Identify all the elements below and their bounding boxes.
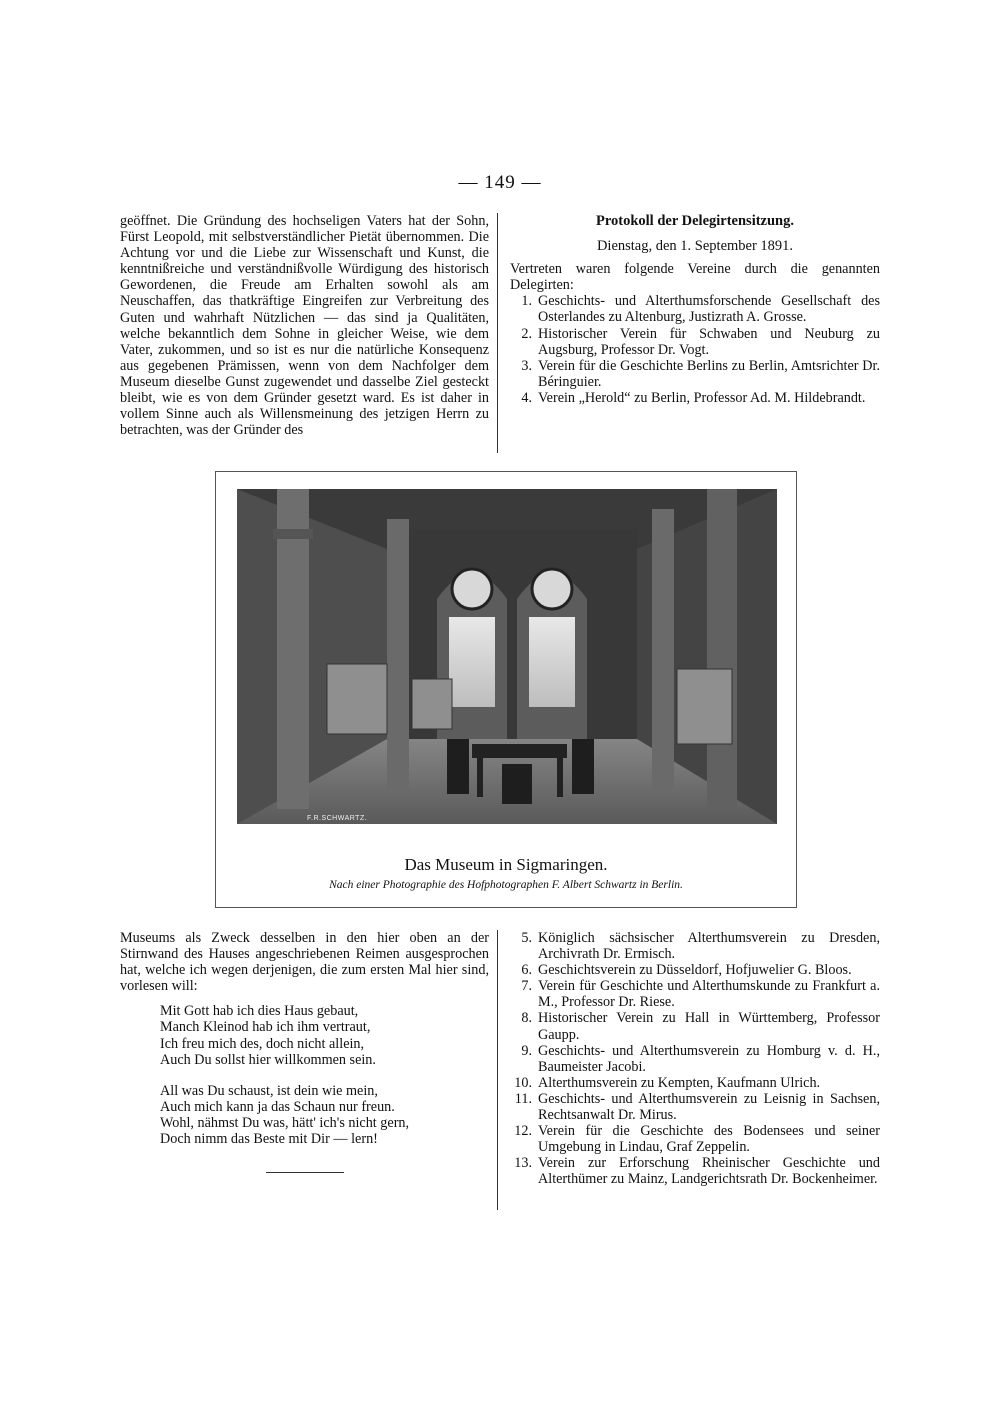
delegate-list-top	[510, 293, 880, 406]
delegate-text: Historischer Verein für Schwaben und Neuburg zu Augsburg, Professor Dr. Vogt.	[538, 325, 880, 358]
delegate-item	[510, 390, 880, 406]
delegate-item	[510, 962, 880, 978]
delegate-number: 9.	[521, 1042, 532, 1059]
delegate-item	[510, 930, 880, 962]
delegate-text: Verein für Geschichte und Alterthumskunde zu Frankfurt a. M., Professor Dr. Riese.	[538, 978, 880, 1011]
delegate-text: Geschichts- und Alterthumsforschende Gesellschaft des Osterlandes zu Altenburg, Justizrath A. Grosse.	[538, 293, 880, 326]
poem-line: Auch mich kann ja das Schaun nur freun.	[160, 1098, 395, 1115]
closing-rule	[266, 1172, 344, 1173]
column-divider-bottom	[497, 930, 498, 1210]
figure-credit: Nach einer Photographie des Hofphotographen F. Albert Schwartz in Berlin.	[329, 879, 683, 891]
left-column-top	[120, 213, 489, 438]
delegate-number: 11.	[514, 1090, 532, 1107]
delegate-item	[510, 293, 880, 325]
museum-interior-illustration	[237, 489, 777, 824]
protocol-date: Dienstag, den 1. September 1891.	[596, 238, 794, 255]
delegate-number: 1.	[521, 293, 532, 310]
delegate-item	[510, 1091, 880, 1123]
delegate-text: Historischer Verein zu Hall in Württemberg, Professor Gaupp.	[538, 1010, 880, 1043]
museum-photograph	[237, 489, 777, 824]
delegate-number: 6.	[521, 962, 532, 979]
poem-line: Auch Du sollst hier willkommen sein.	[160, 1051, 376, 1068]
delegate-number: 2.	[521, 325, 532, 342]
left-column-bottom	[120, 930, 489, 1162]
delegate-item	[510, 1075, 880, 1091]
delegate-item	[510, 326, 880, 358]
delegate-item	[510, 1155, 880, 1187]
engraver-signature: F.R.SCHWARTZ.	[307, 815, 368, 822]
delegate-number: 10.	[514, 1074, 532, 1091]
delegate-number: 13.	[514, 1155, 532, 1172]
delegate-text: Geschichts- und Alterthumsverein zu Homburg v. d. H., Baumeister Jacobi.	[538, 1042, 880, 1075]
poem-line: Mit Gott hab ich dies Haus gebaut,	[160, 1003, 359, 1020]
delegate-item	[510, 358, 880, 390]
delegate-item	[510, 1123, 880, 1155]
poem-line: Doch nimm das Beste mit Dir — lern!	[160, 1131, 378, 1148]
page-number: — 149 —	[458, 172, 542, 193]
poem-line: Wohl, nähmst Du was, hätt' ich's nicht gern,	[160, 1114, 410, 1131]
protocol-heading: Protokoll der Delegirtensitzung.	[595, 213, 794, 229]
poem-line: All was Du schaust, ist dein wie mein,	[160, 1082, 378, 1099]
delegate-item	[510, 1010, 880, 1042]
delegate-text: Verein zur Erforschung Rheinischer Geschichte und Alterthümer zu Mainz, Landgerichtsrath Dr. Bockenheimer.	[538, 1155, 880, 1188]
protocol-intro: Vertreten waren folgende Vereine durch die genannten Delegirten:	[510, 261, 880, 294]
delegate-number: 3.	[521, 357, 532, 374]
delegate-text: Königlich sächsischer Alterthumsverein zu Dresden, Archivrath Dr. Ermisch.	[538, 930, 880, 963]
right-column-top	[510, 213, 880, 406]
poem-line: Manch Kleinod hab ich ihm vertraut,	[160, 1019, 371, 1036]
delegate-item	[510, 978, 880, 1010]
figure-title: Das Museum in Sigmaringen.	[404, 855, 608, 874]
poem-stanza	[160, 1003, 489, 1067]
column-divider-top	[497, 213, 498, 453]
delegate-text: Verein „Herold“ zu Berlin, Professor Ad. M. Hildebrandt.	[538, 389, 866, 406]
delegate-text: Verein für die Geschichte Berlins zu Berlin, Amtsrichter Dr. Béringuier.	[538, 357, 880, 390]
figure-frame	[215, 471, 797, 908]
body-paragraph: Museums als Zweck desselben in den hier oben an der Stirnwand des Hauses angeschriebenen Reimen ausgesprochen hat, welche ich wegen derjenigen, die zum ersten Mal hier sind, vorlesen will:	[120, 930, 489, 995]
delegate-number: 8.	[521, 1010, 532, 1027]
delegate-text: Alterthumsverein zu Kempten, Kaufmann Ulrich.	[538, 1074, 821, 1091]
delegate-text: Geschichtsverein zu Düsseldorf, Hofjuwelier G. Bloos.	[538, 962, 852, 979]
delegate-number: 4.	[521, 389, 532, 406]
delegate-number: 7.	[521, 978, 532, 995]
delegate-list-bottom	[510, 930, 880, 1188]
body-paragraph: geöffnet. Die Gründung des hochseligen Vaters hat der Sohn, Fürst Leopold, mit selbstverständlicher Pietät übernommen. Die Achtung vor und die Liebe zur Wissenschaft und Kunst, die kenntnißreiche und verständnißvolle Würdigung des historisch Gewordenen, die Freude am Erhalten sowohl als am Neuschaffen, das thatkräftige Eingreifen zur Verbreitung des Guten und wahrhaft Nützlichen — das sind ja Qualitäten, welche bekanntlich dem Sohne in gleicher Weise, wie dem Vater, zukommen, und so ist es nur die natürliche Konsequenz aus gegebenen Prämissen, wenn von dem Nachfolger dem Museum dieselbe Gunst zugewendet und dasselbe Ziel gesteckt bleibt, wie es von dem Gründer gesetzt ward. Es ist daher in vollem Sinne auch als Willensmeinung des jetzigen Herrn zu betrachten, was der Gründer des	[120, 213, 489, 439]
delegate-text: Verein für die Geschichte des Bodensees und seiner Umgebung in Lindau, Graf Zeppelin.	[538, 1123, 880, 1156]
poem-stanza	[160, 1083, 489, 1147]
poem	[160, 1003, 489, 1147]
delegate-number: 12.	[514, 1123, 532, 1140]
delegate-number: 5.	[521, 930, 532, 946]
right-column-bottom	[510, 930, 880, 1188]
poem-line: Ich freu mich des, doch nicht allein,	[160, 1035, 365, 1052]
delegate-text: Geschichts- und Alterthumsverein zu Leisnig in Sachsen, Rechtsanwalt Dr. Mirus.	[538, 1090, 880, 1124]
delegate-item	[510, 1043, 880, 1075]
